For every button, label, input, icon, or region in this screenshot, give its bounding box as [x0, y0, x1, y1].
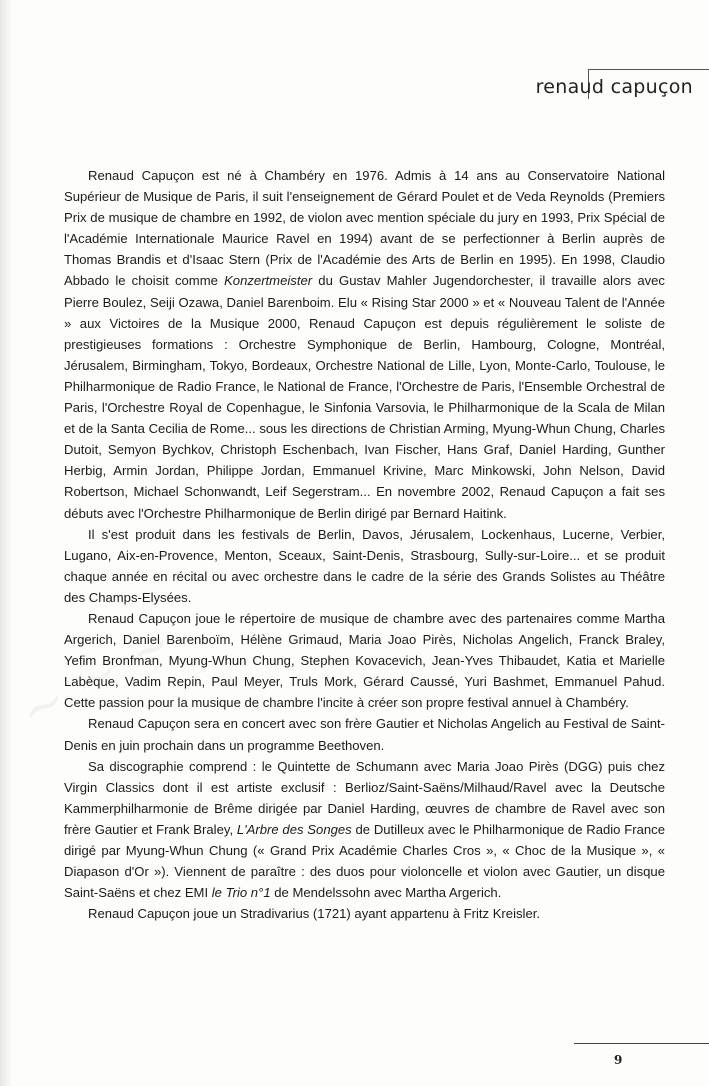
- running-title: renaud capuçon: [535, 76, 693, 98]
- footer-rule: [574, 1043, 709, 1044]
- paragraph-5-emphasis-2: le Trio n°1: [211, 885, 271, 901]
- paragraph-3: Renaud Capuçon joue le répertoire de musique de chambre avec des partenaires comme Martha Argerich, Daniel Barenboïm, Hélène Grimaud, Maria Joao Pirès, Nicholas Angelich, Franck Braley, Yefim Bronfman, Myung-Whun Chung, Stephen Kovacevich, Jean-Yves Thibaudet, Katia et Marielle Labèque, Vadim Repin, Paul Meyer, Truls Mork, Gérard Caussé, Yuri Bashmet, Emmanuel Pahud. Cette passion pour la musique de chambre l'incite à créer son propre festival annuel à Chambéry.: [64, 610, 665, 711]
- paragraph-6: Renaud Capuçon joue un Stradivarius (1721) ayant appartenu à Fritz Kreisler.: [88, 906, 540, 922]
- paragraph-4: Renaud Capuçon sera en concert avec son frère Gautier et Nicholas Angelich au Festival de Saint-Denis en juin prochain dans un programme Beethoven.: [64, 716, 665, 753]
- header-rule: [588, 69, 709, 70]
- biography-text: [64, 165, 665, 924]
- paragraph-5-emphasis-1: L'Arbre des Songes: [236, 821, 352, 837]
- paragraph-2: Il s'est produit dans les festivals de Berlin, Davos, Jérusalem, Lockenhaus, Lucerne, Verbier, Lugano, Aix-en-Provence, Menton, Sceaux, Saint-Denis, Strasbourg, Sully-sur-Loire... et se produit chaque année en récital ou avec orchestre dans le cadre de la série des Grands Solistes au Théâtre des Champs-Elysées.: [64, 526, 665, 605]
- paragraph-1-part-a: Renaud Capuçon est né à Chambéry en 1976. Admis à 14 ans au Conservatoire National Supérieur de Musique de Paris, il suit l'enseignement de Gérard Poulet et de Veda Reynolds (Premiers Prix de musique de chambre en 1992, de violon avec mention spéciale du jury en 1993, Prix Spécial de l'Académie Internationale Maurice Ravel en 1994) avant de se perfectionner à Berlin auprès de Thomas Brandis et d'Isaac Stern (Prix de l'Académie des Arts de Berlin en 1995). En 1998, Claudio Abbado le choisit comme: [64, 168, 665, 289]
- paragraph-5-part-b: de Dutilleux avec le Philharmonique de Radio France dirigé par Myung-Whun Chung (« Grand Prix Académie Charles Cros », « Choc de la Musique », « Diapason d'Or »). Viennent de paraître : des duos pour violoncelle et violon avec Gautier, un disque Saint-Saëns et chez EMI: [64, 821, 665, 901]
- paragraph-1-part-b: du Gustav Mahler Jugendorchester, il travaille alors avec Pierre Boulez, Seiji Ozawa, Daniel Barenboim. Elu « Rising Star 2000 » et « Nouveau Talent de l'Année » aux Victoires de la Musique 2000, Renaud Capuçon est depuis régulièrement le soliste de prestigieuses formations : Orchestre Symphonique de Berlin, Hambourg, Cologne, Montréal, Jérusalem, Birmingham, Tokyo, Bordeaux, Orchestre National de Lille, Lyon, Monte-Carlo, Toulouse, le Philharmonique de Radio France, le National de France, l'Orchestre de Paris, l'Ensemble Orchestral de Paris, l'Orchestre Royal de Copenhague, le Sinfonia Varsovia, le Philharmonique de la Scala de Milan et de la Santa Cecilia de Rome... sous les directions de Christian Arming, Myung-Whun Chung, Charles Dutoit, Semyon Bychkov, Christoph Eschenbach, Ivan Fischer, Hans Graf, Daniel Harding, Gunther Herbig, Armin Jordan, Philippe Jordan, Emmanuel Krivine, Marc Minkowski, John Nelson, David Robertson, Michael Schonwandt, Leif Segerstram... En novembre 2002, Renaud Capuçon a fait ses débuts avec l'Orchestre Philharmonique de Berlin dirigé par Bernard Haitink.: [64, 273, 665, 521]
- paragraph-5-part-a: Sa discographie comprend : le Quintette de Schumann avec Maria Joao Pirès (DGG) puis chez Virgin Classics dont il est artiste exclusif : Berlioz/Saint-Saëns/Milhaud/Ravel avec la Deutsche Kammerphilharmonie de Brême dirigée par Daniel Harding, œuvres de chambre de Ravel avec son frère Gautier et Frank Braley,: [64, 758, 665, 837]
- paragraph-5-part-c: de Mendelssohn avec Martha Argerich.: [270, 885, 502, 901]
- paragraph-5: [64, 756, 665, 904]
- paragraph-1-emphasis: Konzertmeister: [224, 273, 313, 289]
- page-edge-shadow: [0, 0, 12, 1086]
- page-number: 9: [614, 1053, 623, 1067]
- paragraph-1: [64, 165, 665, 524]
